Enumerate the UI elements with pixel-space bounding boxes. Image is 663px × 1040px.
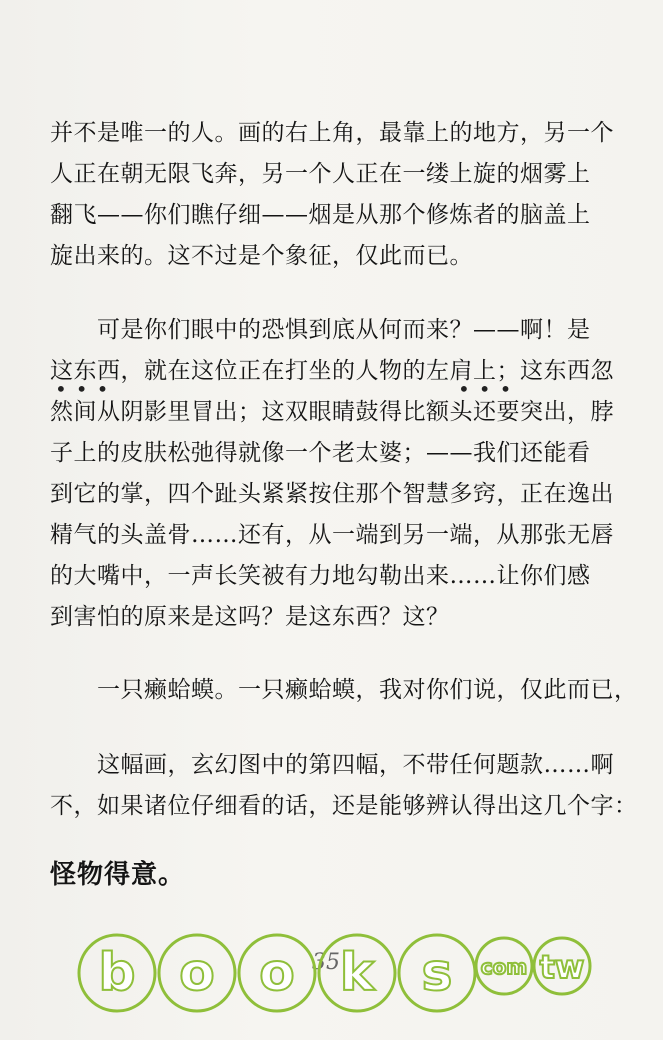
text-line: 并不是唯一的人。画的右上角，最靠上的地方，另一个	[50, 120, 614, 146]
text-line: 这幅画，玄幻图中的第四幅，不带任何题款……啊	[50, 752, 614, 778]
watermark-letter: o	[259, 943, 295, 1003]
watermark-logo	[72, 928, 592, 1018]
text-line: 旋出来的。这不过是个象征，仅此而已。	[50, 243, 473, 269]
text-line: 到它的掌，四个趾头紧紧按住那个智慧多窍，正在逸出	[50, 481, 614, 507]
text-line: 精气的头盖骨……还有，从一端到另一端，从那张无唇	[50, 522, 614, 548]
watermark-letter: b	[98, 943, 136, 1003]
text-line: 翻飞——你们瞧仔细——烟是从那个修炼者的脑盖上	[50, 202, 591, 228]
watermark-tw: tw	[539, 948, 585, 986]
text-line: 一只癞蛤蟆。一只癞蛤蟆，我对你们说，仅此而已，	[50, 677, 638, 703]
text-line: 的大嘴中，一声长笑被有力地勾勒出来……让你们感	[50, 563, 591, 589]
text-line: 然间从阴影里冒出；这双眼睛鼓得比额头还要突出，脖	[50, 399, 614, 425]
watermark-letter: k	[339, 943, 375, 1003]
text-line: 不，如果诸位仔细看的话，还是能够辨认得出这几个字：	[50, 793, 638, 819]
text-line: 到害怕的原来是这吗？是这东西？这？	[50, 604, 450, 630]
page-number: 35	[312, 950, 340, 975]
text-line: 人正在朝无限飞奔，另一个人正在一缕上旋的烟雾上	[50, 161, 591, 187]
emphasis-dots: •••	[458, 377, 521, 401]
watermark-com: com	[480, 955, 528, 979]
closing-heading: 怪物得意。	[50, 860, 186, 890]
emphasis-dots: •••	[55, 377, 118, 401]
text-line: 子上的皮肤松弛得就像一个老太婆；——我们还能看	[50, 440, 591, 466]
watermark-letter: o	[179, 943, 215, 1003]
text-line: 可是你们眼中的恐惧到底从何而来？——啊！是	[50, 317, 591, 343]
text-line: 这东西，就在这位正在打坐的人物的左肩上；这东西忽	[50, 358, 614, 384]
watermark-letter: s	[421, 943, 453, 1003]
